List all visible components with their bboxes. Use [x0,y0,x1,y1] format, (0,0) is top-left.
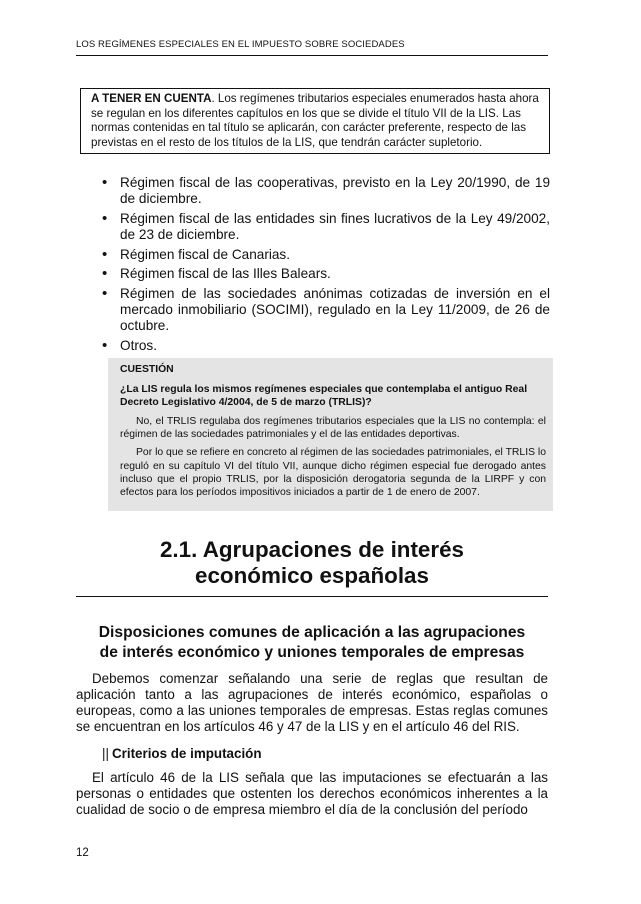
cuestion-box [108,358,553,511]
section-title-line: 2.1. Agrupaciones de interés [159,537,465,562]
list-item: • Régimen de las sociedades anónimas cotizadas de inversión en el mercado inmobiliario (SOCIMI), regulado en la Ley 11/2009, de 26 de octubre. [100,286,550,335]
note-label: A TENER EN CUENTA [91,92,212,105]
running-header: LOS REGÍMENES ESPECIALES EN EL IMPUESTO SOBRE SOCIEDADES [76,39,548,56]
list-item: • Régimen fiscal de las cooperativas, previsto en la Ley 20/1990, de 19 de diciembre. [100,175,550,207]
cuestion-answer: Por lo que se refiere en concreto al régimen de las sociedades patrimoniales, el TRLIS lo reguló en su capítulo VI del título VII, aunque dicho régimen especial fue derogado antes incluso que el propio TRLIS, por la disposición derogatoria segunda de la LIRPF y con efectos para los períodos impositivos iniciados a partir de 1 de enero de 2007. [120,447,546,498]
cuestion-title: CUESTIÓN [120,364,174,375]
page-number: 12 [76,847,89,859]
note-text: . Los regímenes tributarios especiales enumerados hasta ahora se regulan en los diferentes capítulos en los que se divide el título VII de la LIS. Las normas contenidas en tal título se aplicarán, con carácter preferente, respecto de las previstas en el resto de los títulos de la LIS, que tendrán carácter supletorio. [91,92,539,149]
subsection-title-line: de interés económico y uniones temporales de empresas [99,644,525,661]
criteria-marker: || [102,746,109,761]
criteria-heading-text: Criterios de imputación [111,746,262,761]
list-item: • Otros. [100,338,550,354]
section-title-line: económico españolas [195,563,429,588]
list-item: • Régimen fiscal de las Illes Balears. [100,266,550,282]
regimes-list [100,175,550,357]
cuestion-question: ¿La LIS regula los mismos regímenes especiales que contemplaba el antiguo Real Decreto Legislativo 4/2004, de 5 de marzo (TRLIS)? [120,384,528,409]
body-paragraph: Debemos comenzar señalando una serie de reglas que resultan de aplicación tanto a las agrupaciones de interés económico, españolas o europeas, como a las uniones temporales de empresas. Estas reglas comunes se encuentran en los artículos 46 y 47 de la LIS y en el artículo 46 del RIS. [76,671,548,734]
body-paragraph: El artículo 46 de la LIS señala que las imputaciones se efectuarán a las personas o entidades que ostenten los derechos económicos inherentes a la cualidad de socio o de empresa miembro el día de la conclusión del período [76,770,548,817]
cuestion-answer: No, el TRLIS regulaba dos regímenes tributarios especiales que la LIS no contempla: el régimen de las sociedades patrimoniales y el de las entidades deportivas. [120,416,546,441]
note-box [80,88,550,154]
criteria-heading [102,746,262,761]
subsection-title-line: Disposiciones comunes de aplicación a las agrupaciones [98,624,526,641]
section-title [76,537,548,597]
subsection-title [76,623,548,663]
list-item: • Régimen fiscal de las entidades sin fines lucrativos de la Ley 49/2002, de 23 de diciembre. [100,211,550,243]
list-item: • Régimen fiscal de Canarias. [100,247,550,263]
